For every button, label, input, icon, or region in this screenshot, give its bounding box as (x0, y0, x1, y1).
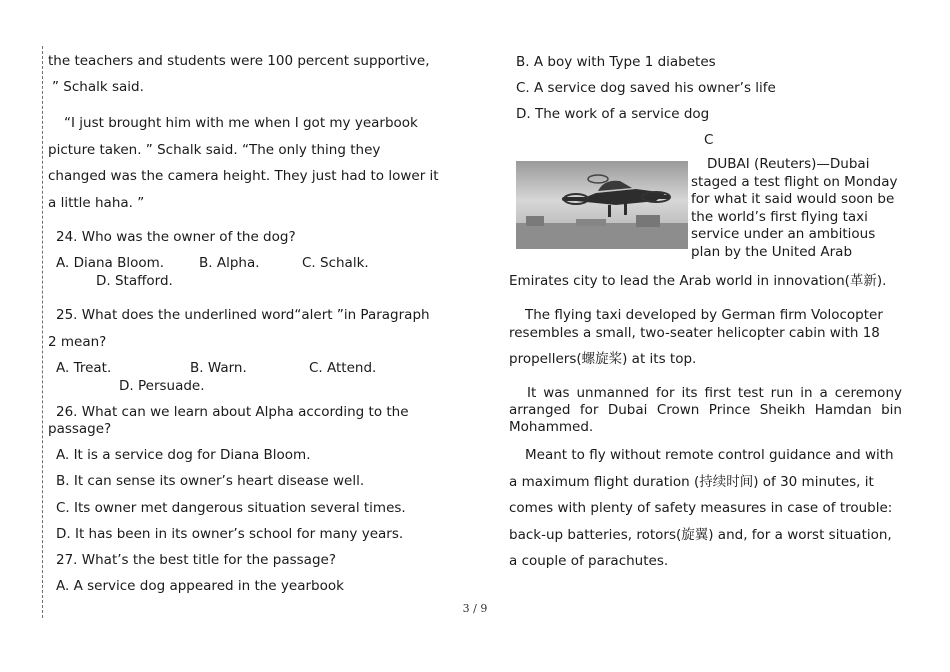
text-line: changed was the camera height. They just had to lower it (48, 168, 439, 184)
text-line: a maximum flight duration (持续时间) of 30 minutes, it (509, 474, 874, 490)
option-27-b: B. A boy with Type 1 diabetes (516, 54, 716, 70)
option-24-c: C. Schalk. (302, 255, 369, 271)
text-line: staged a test flight on Monday (691, 173, 898, 190)
text-line: service under an ambitious (691, 226, 876, 242)
text-line: the teachers and students were 100 percent supportive, (48, 53, 430, 69)
option-27-d: D. The work of a service dog (516, 106, 710, 122)
option-27-a: A. A service dog appeared in the yearbook (56, 578, 344, 594)
text-line: for what it said would soon be (691, 191, 895, 207)
text-line: Meant to fly without remote control guidance and with (525, 447, 894, 463)
question-24: 24. Who was the owner of the dog? (56, 229, 296, 245)
paragraph: It was unmanned for its first test run in a ceremony arranged for Dubai Crown Prince Sheikh Hamdan bin Mohammed. (509, 385, 902, 435)
text-line: the world’s first flying taxi (691, 208, 868, 225)
page-number: 3 / 9 (462, 602, 488, 615)
text-line: DUBAI (Reuters)—Dubai (707, 156, 870, 172)
text-line: propellers(螺旋桨) at its top. (509, 351, 697, 367)
option-26-d: D. It has been in its owner’s school for many years. (56, 526, 404, 542)
text-line: passage? (48, 421, 112, 437)
text-line: resembles a small, two-seater helicopter cabin with 18 (509, 325, 880, 341)
text-line: plan by the United Arab (691, 243, 853, 260)
text-line: The flying taxi developed by German firm Volocopter (525, 307, 883, 323)
text-line: “I just brought him with me when I got my yearbook (64, 115, 418, 131)
binding-margin-line (42, 46, 43, 618)
text-line: comes with plenty of safety measures in case of trouble: (509, 500, 893, 516)
text-line: ” Schalk said. (52, 79, 144, 95)
option-26-b: B. It can sense its owner’s heart disease well. (56, 473, 365, 489)
question-25: 25. What does the underlined word“alert ”in Paragraph (56, 307, 430, 323)
text-line: back-up batteries, rotors(旋翼) and, for a worst situation, (509, 527, 892, 543)
section-label: C (704, 132, 714, 148)
option-25-a: A. Treat. (56, 360, 112, 376)
option-25-c: C. Attend. (309, 360, 377, 376)
question-26: 26. What can we learn about Alpha according to the (56, 404, 409, 420)
text-line: a couple of parachutes. (509, 553, 669, 569)
option-26-a: A. It is a service dog for Diana Bloom. (56, 447, 311, 463)
option-24-d: D. Stafford. (96, 273, 173, 289)
option-25-d: D. Persuade. (119, 378, 205, 394)
option-26-c: C. Its owner met dangerous situation several times. (56, 500, 406, 516)
flying-taxi-photo (516, 161, 688, 249)
text-line: 2 mean? (48, 334, 107, 350)
option-27-c: C. A service dog saved his owner’s life (516, 80, 776, 96)
option-24-a: A. Diana Bloom. (56, 255, 165, 271)
question-27: 27. What’s the best title for the passage? (56, 552, 336, 568)
article-c-wrap-text (691, 156, 903, 261)
text-line: a little haha. ” (48, 195, 145, 211)
text-line: Emirates city to lead the Arab world in innovation(革新). (509, 273, 887, 289)
text-line: picture taken. ” Schalk said. “The only thing they (48, 142, 381, 158)
option-24-b: B. Alpha. (199, 255, 260, 271)
option-25-b: B. Warn. (190, 360, 247, 376)
